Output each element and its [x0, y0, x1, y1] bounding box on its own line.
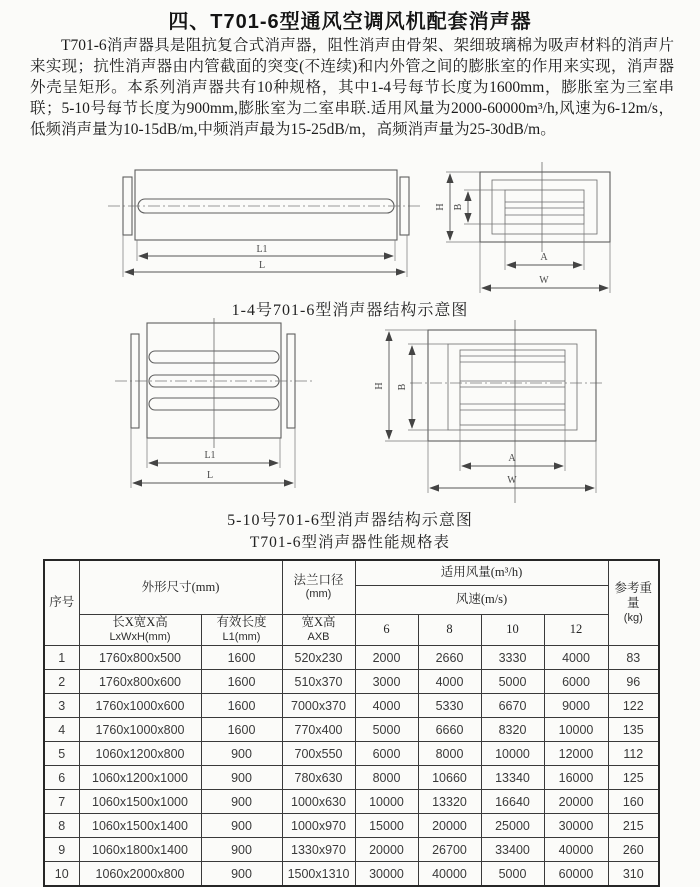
table-cell: 520x230 — [282, 646, 355, 670]
table-cell: 1760x1000x800 — [79, 718, 201, 742]
table-row — [44, 694, 659, 718]
table-cell: 5 — [44, 742, 79, 766]
table-cell: 8 — [44, 814, 79, 838]
table-cell: 26700 — [418, 838, 481, 862]
table-cell: 3 — [44, 694, 79, 718]
table-cell: 12000 — [544, 742, 608, 766]
dim-label-l1: L1 — [256, 244, 268, 255]
diagram-2-caption: 5-10号701-6型消声器结构示意图 — [227, 512, 473, 529]
table-cell: 215 — [608, 814, 659, 838]
diagram-1-caption: 1-4号701-6型消声器结构示意图 — [231, 302, 469, 319]
table-cell: 96 — [608, 670, 659, 694]
table-cell: 112 — [608, 742, 659, 766]
dim-label-b: B — [453, 203, 464, 211]
table-cell: 1060x1200x1000 — [79, 766, 201, 790]
silencer-1-4-structure-diagram — [60, 160, 660, 302]
table-cell: 1600 — [201, 694, 282, 718]
table-cell: 900 — [201, 766, 282, 790]
table-cell: 13320 — [418, 790, 481, 814]
table-cell: 1060x1800x1400 — [79, 838, 201, 862]
table-cell: 40000 — [418, 862, 481, 887]
col-header-speed-10: 10 — [481, 615, 544, 646]
col-header-efflen-line1: 有效长度 — [216, 615, 267, 630]
spec-table-title: T701-6型消声器性能规格表 — [249, 534, 451, 551]
col-header-speed-12: 12 — [544, 615, 608, 646]
col-header-weight-line1: 参考重量 — [614, 580, 653, 611]
col-header-flange-sub-line2: AXB — [307, 630, 330, 643]
table-cell: 1000x970 — [282, 814, 355, 838]
table-cell: 2 — [44, 670, 79, 694]
table-cell: 5000 — [481, 670, 544, 694]
table-cell: 60000 — [544, 862, 608, 887]
table-cell: 1060x1500x1400 — [79, 814, 201, 838]
table-cell: 8000 — [355, 766, 418, 790]
col-header-efflen — [201, 615, 282, 646]
dim-label-l: L — [206, 470, 214, 481]
col-group-airflow: 适用风量(m³/h) — [355, 560, 608, 586]
table-cell: 780x630 — [282, 766, 355, 790]
table-cell: 83 — [608, 646, 659, 670]
table-cell: 900 — [201, 838, 282, 862]
table-row — [44, 790, 659, 814]
table-cell: 8000 — [418, 742, 481, 766]
table-cell: 16640 — [481, 790, 544, 814]
col-header-lwh — [79, 615, 201, 646]
table-cell: 900 — [201, 742, 282, 766]
table-cell: 16000 — [544, 766, 608, 790]
table-cell: 30000 — [544, 814, 608, 838]
dim-label-l1: L1 — [204, 450, 216, 461]
table-row — [44, 766, 659, 790]
table-cell: 310 — [608, 862, 659, 887]
table-cell: 6000 — [355, 742, 418, 766]
table-cell: 900 — [201, 862, 282, 887]
page-title: 四、T701-6型通风空调风机配套消声器 — [168, 11, 532, 33]
spec-table — [43, 559, 660, 887]
table-cell: 30000 — [355, 862, 418, 887]
table-cell: 4000 — [355, 694, 418, 718]
table-cell: 10660 — [418, 766, 481, 790]
table-cell: 9 — [44, 838, 79, 862]
table-cell: 5000 — [481, 862, 544, 887]
col-header-weight-line2: (kg) — [623, 611, 643, 624]
table-row — [44, 838, 659, 862]
spec-table-header — [44, 560, 659, 646]
dim-label-a: A — [508, 453, 516, 464]
table-row — [44, 670, 659, 694]
table-row — [44, 862, 659, 887]
dim-label-b: B — [397, 383, 408, 391]
table-cell: 1600 — [201, 646, 282, 670]
table-cell: 15000 — [355, 814, 418, 838]
dim-label-w: W — [507, 475, 517, 486]
table-cell: 510x370 — [282, 670, 355, 694]
dim-label-h: H — [374, 382, 385, 390]
table-cell: 900 — [201, 790, 282, 814]
table-cell: 1760x800x500 — [79, 646, 201, 670]
table-cell: 33400 — [481, 838, 544, 862]
col-header-flange-line1: 法兰口径 — [293, 572, 344, 587]
table-cell: 10000 — [481, 742, 544, 766]
table-cell: 900 — [201, 814, 282, 838]
col-group-windspeed: 风速(m/s) — [355, 586, 608, 615]
table-cell: 3330 — [481, 646, 544, 670]
dim-label-h: H — [435, 203, 446, 211]
table-cell: 260 — [608, 838, 659, 862]
col-header-flange-sub-line1: 宽X高 — [301, 615, 336, 630]
col-header-serial: 序号 — [44, 560, 79, 646]
col-header-weight — [608, 560, 659, 646]
table-cell: 1760x800x600 — [79, 670, 201, 694]
table-cell: 40000 — [544, 838, 608, 862]
silencer-cross-section-1-4 — [435, 162, 610, 293]
table-cell: 1500x1310 — [282, 862, 355, 887]
table-cell: 2000 — [355, 646, 418, 670]
table-cell: 1060x1500x1000 — [79, 790, 201, 814]
col-header-lwh-line1: 长X宽X高 — [112, 615, 168, 630]
col-header-flange-line2: (mm) — [305, 588, 332, 601]
table-cell: 700x550 — [282, 742, 355, 766]
table-cell: 4000 — [418, 670, 481, 694]
table-cell: 5330 — [418, 694, 481, 718]
silencer-cross-section-5-10 — [374, 320, 605, 503]
table-cell: 6670 — [481, 694, 544, 718]
table-cell: 7 — [44, 790, 79, 814]
table-cell: 1 — [44, 646, 79, 670]
silencer-5-10-structure-diagram — [60, 318, 660, 510]
col-header-flange — [282, 560, 355, 615]
table-cell: 1060x1200x800 — [79, 742, 201, 766]
table-row — [44, 742, 659, 766]
col-group-dimensions: 外形尺寸(mm) — [79, 560, 282, 615]
table-cell: 25000 — [481, 814, 544, 838]
table-cell: 2660 — [418, 646, 481, 670]
table-cell: 10000 — [355, 790, 418, 814]
table-cell: 20000 — [355, 838, 418, 862]
table-cell: 20000 — [418, 814, 481, 838]
table-cell: 3000 — [355, 670, 418, 694]
table-cell: 6660 — [418, 718, 481, 742]
col-header-speed-8: 8 — [418, 615, 481, 646]
spec-table-body — [44, 646, 659, 887]
table-cell: 4 — [44, 718, 79, 742]
table-cell: 13340 — [481, 766, 544, 790]
table-cell: 5000 — [355, 718, 418, 742]
dim-label-a: A — [540, 252, 548, 263]
dim-label-w: W — [539, 275, 549, 286]
table-cell: 770x400 — [282, 718, 355, 742]
table-cell: 9000 — [544, 694, 608, 718]
table-cell: 20000 — [544, 790, 608, 814]
dim-label-l: L — [258, 260, 266, 271]
table-cell: 1760x1000x600 — [79, 694, 201, 718]
table-cell: 10 — [44, 862, 79, 887]
table-row — [44, 814, 659, 838]
silencer-side-view-1-4 — [108, 170, 422, 277]
table-cell: 6 — [44, 766, 79, 790]
intro-paragraph: T701-6消声器具是阻抗复合式消声器，阻性消声由骨架、架细玻璃棉为吸声材料的消声片来实现；抗性消声器由内管截面的突变(不连续)和内外管之间的膨胀室的作用来实现，消声器外壳呈矩形。本系列消声器共有10种规格，其中1-4号每节长度为1600mm，膨胀室为三室串联；5-10号每节长度为900mm,膨胀室为二室串联.适用风量为2000-60000m³/h,风速为6-12m/s，低频消声量为10-15dB/m,中频消声最为15-25dB/m，高频消声量为25-30dB/m。 — [30, 37, 674, 138]
table-cell: 122 — [608, 694, 659, 718]
table-cell: 1000x630 — [282, 790, 355, 814]
silencer-side-view-5-10 — [115, 318, 312, 488]
col-header-flange-sub — [282, 615, 355, 646]
table-cell: 4000 — [544, 646, 608, 670]
table-cell: 1600 — [201, 718, 282, 742]
table-cell: 1330x970 — [282, 838, 355, 862]
table-cell: 135 — [608, 718, 659, 742]
table-cell: 10000 — [544, 718, 608, 742]
table-cell: 125 — [608, 766, 659, 790]
table-cell: 7000x370 — [282, 694, 355, 718]
table-row — [44, 718, 659, 742]
col-header-lwh-line2: LxWxH(mm) — [109, 630, 171, 643]
table-cell: 8320 — [481, 718, 544, 742]
table-cell: 1600 — [201, 670, 282, 694]
table-row — [44, 646, 659, 670]
table-cell: 1060x2000x800 — [79, 862, 201, 887]
table-cell: 6000 — [544, 670, 608, 694]
table-cell: 160 — [608, 790, 659, 814]
col-header-speed-6: 6 — [355, 615, 418, 646]
col-header-efflen-line2: L1(mm) — [222, 630, 261, 643]
